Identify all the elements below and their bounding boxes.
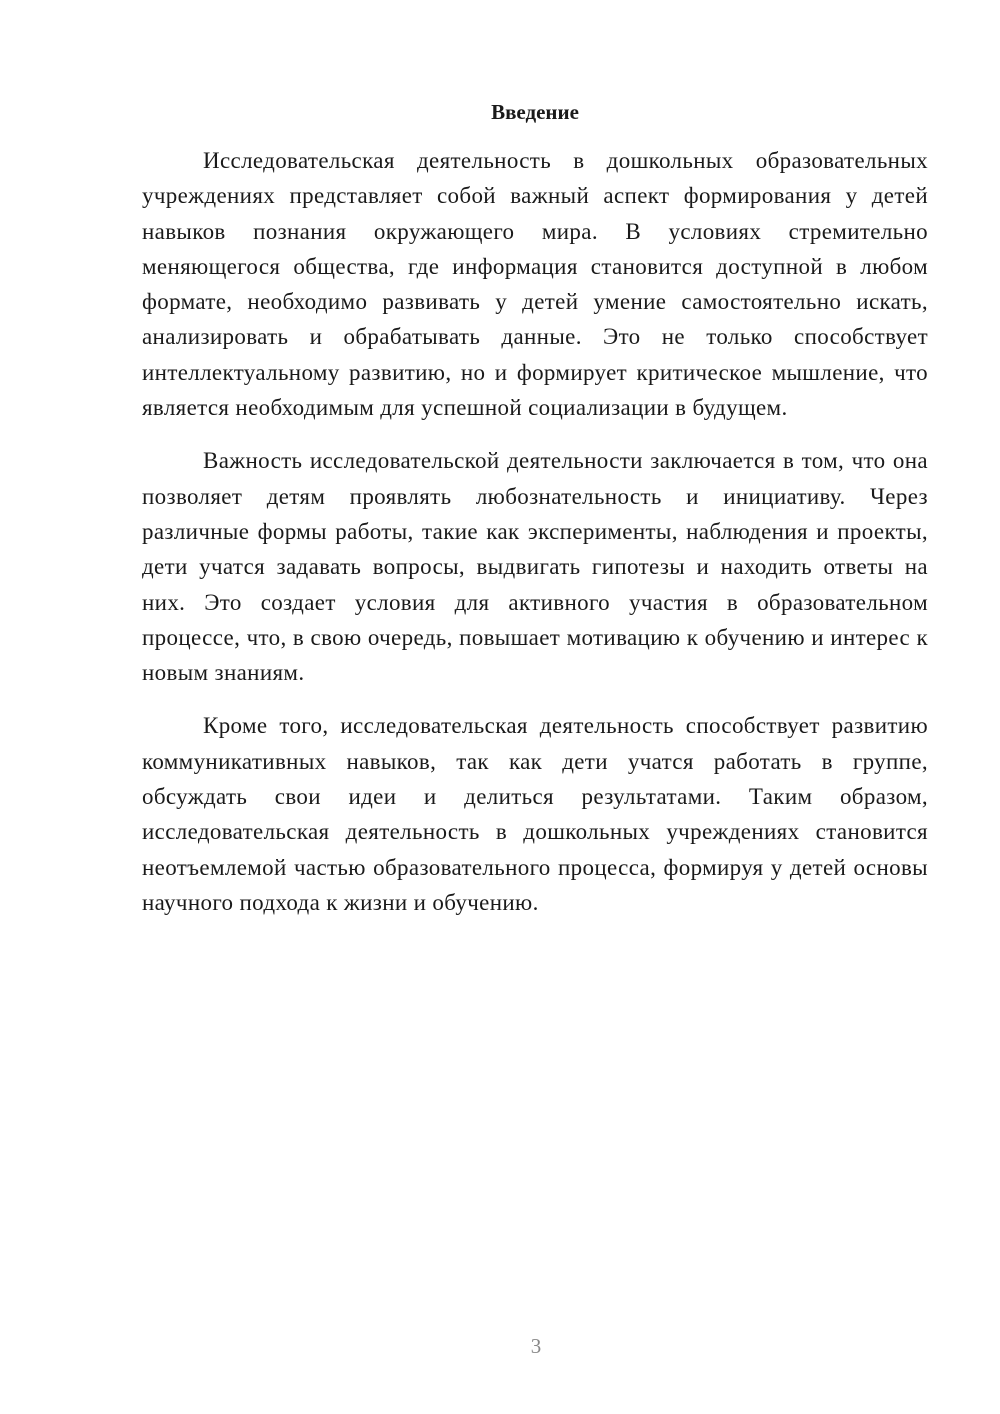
paragraph-2: Важность исследовательской деятельности заключается в том, что она позволяет детям проявлять любознательность и инициативу. Через различные формы работы, такие как эксперименты, наблюдения и проекты, дети учатся задавать вопросы, выдвигать гипотезы и находить ответы на них. Это создает условия для активного участия в образовательном процессе, что, в свою очередь, повышает мотивацию к обучению и интерес к новым знаниям. (142, 448, 928, 686)
section-heading: Введение (491, 100, 579, 124)
paragraph-3: Кроме того, исследовательская деятельность способствует развитию коммуникативных навыков, так как дети учатся работать в группе, обсуждать свои идеи и делиться результатами. Таким образом, исследовательская деятельность в дошкольных учреждениях становится неотъемлемой частью образовательного процесса, формируя у детей основы научного подхода к жизни и обучению. (142, 713, 928, 915)
page-number: 3 (530, 1334, 542, 1358)
body-text (142, 143, 928, 938)
paragraph-1: Исследовательская деятельность в дошкольных образовательных учреждениях представляет собой важный аспект формирования у детей навыков познания окружающего мира. В условиях стремительно меняющегося общества, где информация становится доступной в любом формате, необходимо развивать у детей умение самостоятельно искать, анализировать и обрабатывать данные. Это не только способствует интеллектуальному развитию, но и формирует критическое мышление, что является необходимым для успешной социализации в будущем. (142, 148, 928, 421)
